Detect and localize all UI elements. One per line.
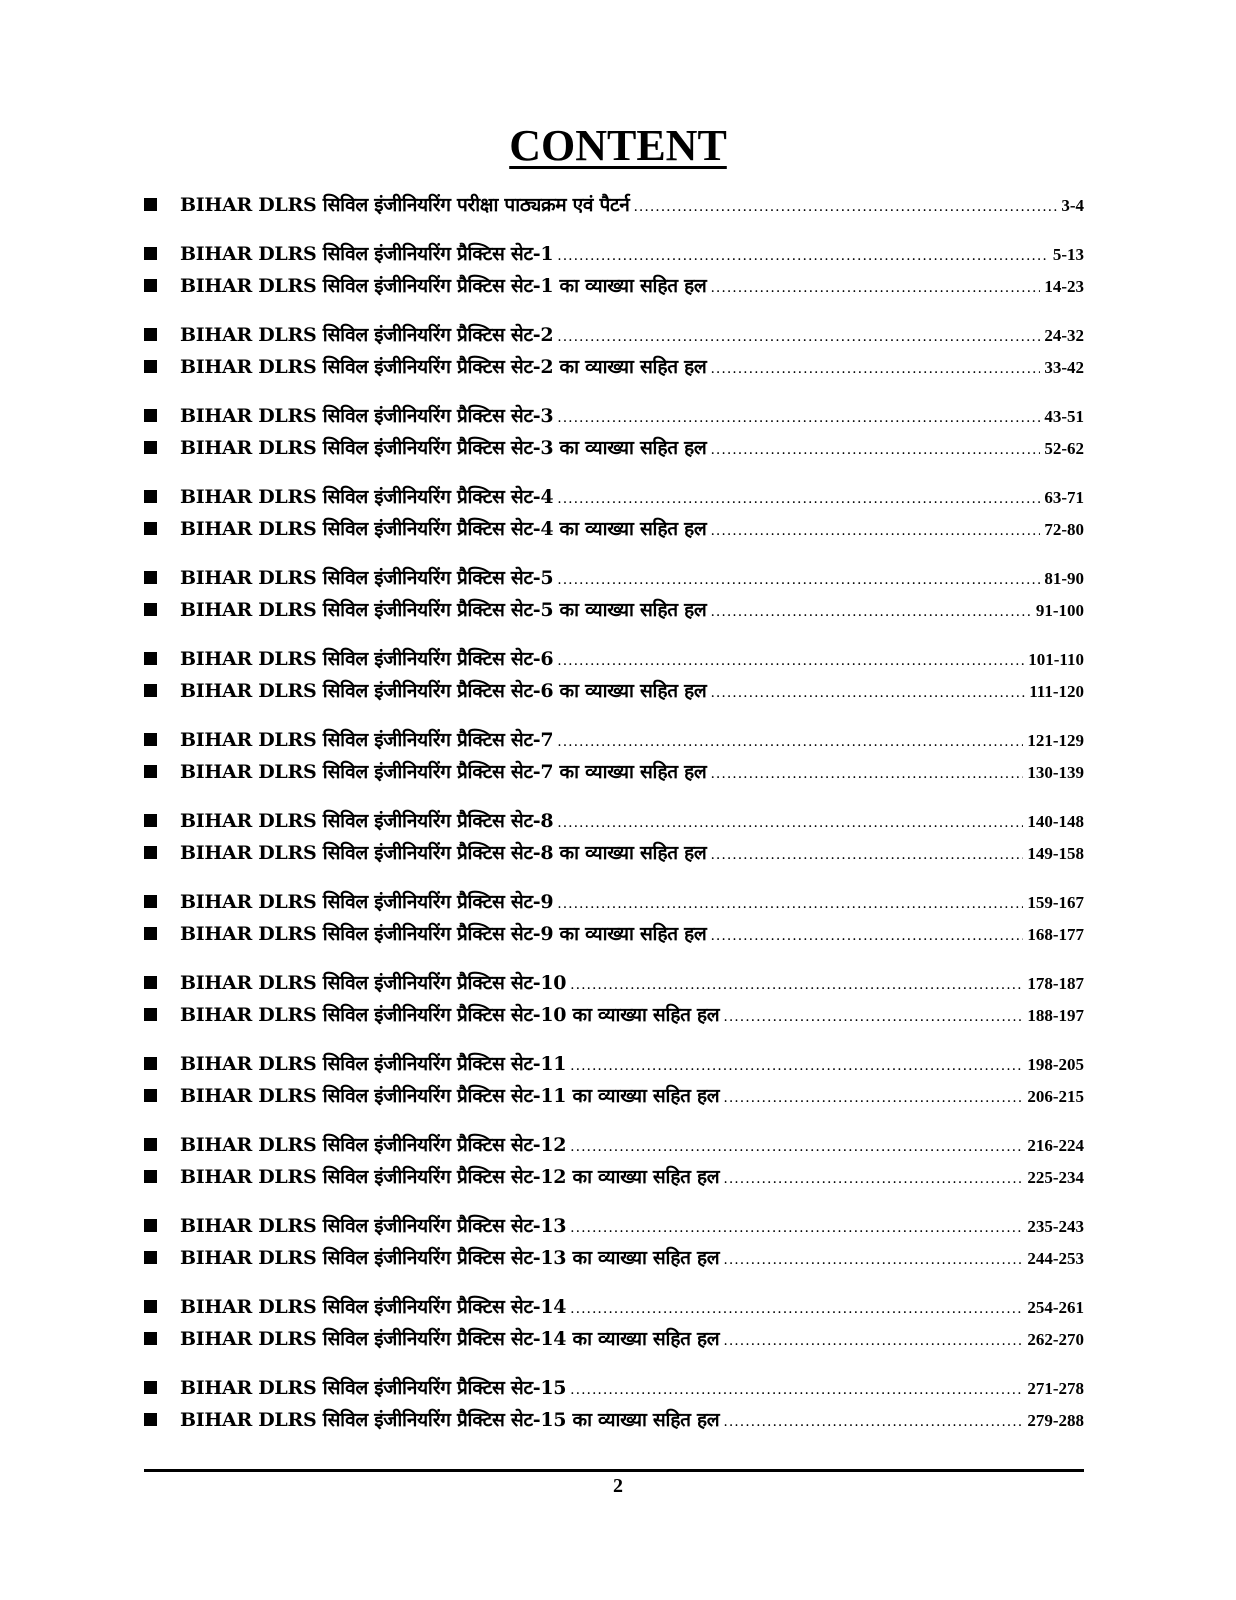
toc-entry-pages: 254-261 bbox=[1027, 1298, 1084, 1317]
toc-entry-label: BIHAR DLRS सिविल इंजीनियरिंग प्रैक्टिस सेट-12 का व्याख्या सहित हल bbox=[180, 1166, 720, 1188]
toc-entry bbox=[144, 512, 1084, 544]
toc-entry bbox=[144, 399, 1084, 431]
square-bullet-icon bbox=[144, 1290, 180, 1322]
toc-group bbox=[144, 804, 1084, 868]
toc-group bbox=[144, 723, 1084, 787]
dot-leader bbox=[570, 969, 1023, 1001]
dot-leader bbox=[557, 645, 1024, 677]
toc-group bbox=[144, 237, 1084, 301]
toc-entry-pages: 279-288 bbox=[1027, 1411, 1084, 1430]
toc-entry-label: BIHAR DLRS सिविल इंजीनियरिंग प्रैक्टिस सेट-1 का व्याख्या सहित हल bbox=[180, 275, 707, 297]
dot-leader bbox=[710, 596, 1031, 628]
toc-entry-pages: 149-158 bbox=[1027, 844, 1084, 863]
square-bullet-icon bbox=[144, 399, 180, 431]
square-bullet-icon bbox=[144, 480, 180, 512]
square-bullet-icon bbox=[144, 1371, 180, 1403]
toc-entry bbox=[144, 350, 1084, 382]
toc-group bbox=[144, 318, 1084, 382]
toc-entry-pages: 24-32 bbox=[1044, 326, 1084, 345]
square-bullet-icon bbox=[144, 966, 180, 998]
toc-entry bbox=[144, 723, 1084, 755]
table-of-contents bbox=[144, 188, 1084, 1452]
toc-entry-pages: 206-215 bbox=[1027, 1087, 1084, 1106]
square-bullet-icon bbox=[144, 1160, 180, 1192]
toc-entry-label: BIHAR DLRS सिविल इंजीनियरिंग प्रैक्टिस सेट-2 bbox=[180, 324, 554, 346]
square-bullet-icon bbox=[144, 1047, 180, 1079]
toc-entry-label: BIHAR DLRS सिविल इंजीनियरिंग प्रैक्टिस सेट-7 का व्याख्या सहित हल bbox=[180, 761, 707, 783]
square-bullet-icon bbox=[144, 512, 180, 544]
toc-entry-pages: 188-197 bbox=[1027, 1006, 1084, 1025]
square-bullet-icon bbox=[144, 885, 180, 917]
toc-entry-pages: 101-110 bbox=[1028, 650, 1084, 669]
dot-leader bbox=[723, 1001, 1023, 1033]
toc-entry-label: BIHAR DLRS सिविल इंजीनियरिंग प्रैक्टिस सेट-5 bbox=[180, 567, 554, 589]
square-bullet-icon bbox=[144, 318, 180, 350]
dot-leader bbox=[557, 240, 1049, 272]
toc-entry bbox=[144, 1403, 1084, 1435]
dot-leader bbox=[710, 353, 1040, 385]
toc-group bbox=[144, 885, 1084, 949]
dot-leader bbox=[557, 726, 1023, 758]
toc-group bbox=[144, 480, 1084, 544]
dot-leader bbox=[723, 1163, 1023, 1195]
toc-entry bbox=[144, 1241, 1084, 1273]
page-title: CONTENT bbox=[509, 121, 727, 170]
toc-group bbox=[144, 1128, 1084, 1192]
toc-entry-pages: 72-80 bbox=[1044, 520, 1084, 539]
dot-leader bbox=[557, 402, 1040, 434]
toc-entry-pages: 216-224 bbox=[1027, 1136, 1084, 1155]
toc-entry-pages: 3-4 bbox=[1061, 196, 1084, 215]
square-bullet-icon bbox=[144, 593, 180, 625]
square-bullet-icon bbox=[144, 1241, 180, 1273]
toc-entry bbox=[144, 269, 1084, 301]
page-number: 2 bbox=[613, 1475, 623, 1497]
toc-group bbox=[144, 1290, 1084, 1354]
toc-entry bbox=[144, 1209, 1084, 1241]
square-bullet-icon bbox=[144, 350, 180, 382]
toc-entry bbox=[144, 1322, 1084, 1354]
toc-entry bbox=[144, 998, 1084, 1030]
toc-group bbox=[144, 966, 1084, 1030]
toc-entry-label: BIHAR DLRS सिविल इंजीनियरिंग प्रैक्टिस सेट-10 bbox=[180, 972, 567, 994]
toc-entry bbox=[144, 1290, 1084, 1322]
toc-entry-label: BIHAR DLRS सिविल इंजीनियरिंग प्रैक्टिस सेट-10 का व्याख्या सहित हल bbox=[180, 1004, 720, 1026]
toc-entry bbox=[144, 1047, 1084, 1079]
square-bullet-icon bbox=[144, 431, 180, 463]
toc-entry bbox=[144, 1160, 1084, 1192]
dot-leader bbox=[710, 677, 1025, 709]
toc-group bbox=[144, 399, 1084, 463]
toc-entry-pages: 271-278 bbox=[1027, 1379, 1084, 1398]
square-bullet-icon bbox=[144, 1322, 180, 1354]
toc-entry-pages: 159-167 bbox=[1027, 893, 1084, 912]
dot-leader bbox=[557, 807, 1023, 839]
dot-leader bbox=[710, 434, 1040, 466]
toc-entry bbox=[144, 804, 1084, 836]
toc-group bbox=[144, 188, 1084, 220]
toc-entry-pages: 52-62 bbox=[1044, 439, 1084, 458]
toc-entry-label: BIHAR DLRS सिविल इंजीनियरिंग प्रैक्टिस सेट-8 का व्याख्या सहित हल bbox=[180, 842, 707, 864]
dot-leader bbox=[557, 564, 1040, 596]
square-bullet-icon bbox=[144, 917, 180, 949]
dot-leader bbox=[710, 515, 1040, 547]
toc-entry bbox=[144, 431, 1084, 463]
toc-entry-label: BIHAR DLRS सिविल इंजीनियरिंग प्रैक्टिस सेट-11 का व्याख्या सहित हल bbox=[180, 1085, 720, 1107]
toc-entry-label: BIHAR DLRS सिविल इंजीनियरिंग प्रैक्टिस सेट-14 का व्याख्या सहित हल bbox=[180, 1328, 720, 1350]
toc-entry bbox=[144, 561, 1084, 593]
dot-leader bbox=[557, 321, 1040, 353]
toc-entry-label: BIHAR DLRS सिविल इंजीनियरिंग प्रैक्टिस सेट-3 का व्याख्या सहित हल bbox=[180, 437, 707, 459]
toc-group bbox=[144, 1047, 1084, 1111]
toc-entry-pages: 130-139 bbox=[1027, 763, 1084, 782]
square-bullet-icon bbox=[144, 237, 180, 269]
toc-entry-label: BIHAR DLRS सिविल इंजीनियरिंग प्रैक्टिस सेट-8 bbox=[180, 810, 554, 832]
toc-entry-label: BIHAR DLRS सिविल इंजीनियरिंग प्रैक्टिस सेट-4 का व्याख्या सहित हल bbox=[180, 518, 707, 540]
toc-entry bbox=[144, 917, 1084, 949]
square-bullet-icon bbox=[144, 1079, 180, 1111]
toc-entry-label: BIHAR DLRS सिविल इंजीनियरिंग प्रैक्टिस सेट-13 bbox=[180, 1215, 567, 1237]
dot-leader bbox=[723, 1325, 1023, 1357]
toc-entry-label: BIHAR DLRS सिविल इंजीनियरिंग प्रैक्टिस सेट-1 bbox=[180, 243, 554, 265]
toc-entry bbox=[144, 237, 1084, 269]
toc-entry bbox=[144, 642, 1084, 674]
toc-entry-pages: 63-71 bbox=[1044, 488, 1084, 507]
toc-entry-pages: 244-253 bbox=[1027, 1249, 1084, 1268]
dot-leader bbox=[557, 483, 1040, 515]
dot-leader bbox=[710, 839, 1023, 871]
dot-leader bbox=[710, 272, 1040, 304]
dot-leader bbox=[723, 1082, 1023, 1114]
dot-leader bbox=[570, 1050, 1023, 1082]
toc-entry-pages: 198-205 bbox=[1027, 1055, 1084, 1074]
toc-entry bbox=[144, 966, 1084, 998]
toc-entry-label: BIHAR DLRS सिविल इंजीनियरिंग प्रैक्टिस सेट-15 का व्याख्या सहित हल bbox=[180, 1409, 720, 1431]
toc-entry-pages: 225-234 bbox=[1027, 1168, 1084, 1187]
toc-group bbox=[144, 1371, 1084, 1435]
toc-group bbox=[144, 561, 1084, 625]
toc-entry bbox=[144, 1128, 1084, 1160]
toc-entry-label: BIHAR DLRS सिविल इंजीनियरिंग प्रैक्टिस सेट-9 bbox=[180, 891, 554, 913]
toc-entry bbox=[144, 1371, 1084, 1403]
toc-entry-pages: 178-187 bbox=[1027, 974, 1084, 993]
toc-entry-label: BIHAR DLRS सिविल इंजीनियरिंग प्रैक्टिस सेट-12 bbox=[180, 1134, 567, 1156]
toc-group bbox=[144, 642, 1084, 706]
square-bullet-icon bbox=[144, 1128, 180, 1160]
square-bullet-icon bbox=[144, 723, 180, 755]
toc-entry-label: BIHAR DLRS सिविल इंजीनियरिंग प्रैक्टिस सेट-9 का व्याख्या सहित हल bbox=[180, 923, 707, 945]
toc-entry bbox=[144, 885, 1084, 917]
toc-entry-label: BIHAR DLRS सिविल इंजीनियरिंग परीक्षा पाठ्यक्रम एवं पैटर्न bbox=[180, 194, 630, 216]
toc-entry-pages: 168-177 bbox=[1027, 925, 1084, 944]
toc-entry-pages: 43-51 bbox=[1044, 407, 1084, 426]
toc-entry-label: BIHAR DLRS सिविल इंजीनियरिंग प्रैक्टिस सेट-14 bbox=[180, 1296, 567, 1318]
toc-entry-pages: 262-270 bbox=[1027, 1330, 1084, 1349]
toc-entry bbox=[144, 755, 1084, 787]
square-bullet-icon bbox=[144, 755, 180, 787]
toc-entry bbox=[144, 480, 1084, 512]
dot-leader bbox=[570, 1293, 1023, 1325]
footer-divider bbox=[144, 1469, 1084, 1472]
toc-entry-pages: 14-23 bbox=[1044, 277, 1084, 296]
toc-entry-label: BIHAR DLRS सिविल इंजीनियरिंग प्रैक्टिस सेट-11 bbox=[180, 1053, 567, 1075]
toc-entry-pages: 121-129 bbox=[1027, 731, 1084, 750]
square-bullet-icon bbox=[144, 1209, 180, 1241]
toc-entry bbox=[144, 1079, 1084, 1111]
toc-entry-label: BIHAR DLRS सिविल इंजीनियरिंग प्रैक्टिस सेट-15 bbox=[180, 1377, 567, 1399]
dot-leader bbox=[570, 1374, 1023, 1406]
toc-entry bbox=[144, 593, 1084, 625]
square-bullet-icon bbox=[144, 804, 180, 836]
toc-entry-label: BIHAR DLRS सिविल इंजीनियरिंग प्रैक्टिस सेट-7 bbox=[180, 729, 554, 751]
dot-leader bbox=[723, 1244, 1023, 1276]
dot-leader bbox=[710, 758, 1023, 790]
toc-entry-label: BIHAR DLRS सिविल इंजीनियरिंग प्रैक्टिस सेट-6 का व्याख्या सहित हल bbox=[180, 680, 707, 702]
toc-entry-pages: 33-42 bbox=[1044, 358, 1084, 377]
square-bullet-icon bbox=[144, 1403, 180, 1435]
dot-leader bbox=[570, 1131, 1023, 1163]
square-bullet-icon bbox=[144, 561, 180, 593]
square-bullet-icon bbox=[144, 642, 180, 674]
toc-entry-pages: 140-148 bbox=[1027, 812, 1084, 831]
toc-entry bbox=[144, 188, 1084, 220]
toc-entry-pages: 235-243 bbox=[1027, 1217, 1084, 1236]
square-bullet-icon bbox=[144, 188, 180, 220]
toc-entry-pages: 111-120 bbox=[1029, 682, 1084, 701]
square-bullet-icon bbox=[144, 836, 180, 868]
toc-entry-label: BIHAR DLRS सिविल इंजीनियरिंग प्रैक्टिस सेट-3 bbox=[180, 405, 554, 427]
dot-leader bbox=[723, 1406, 1023, 1438]
toc-group bbox=[144, 1209, 1084, 1273]
toc-entry bbox=[144, 674, 1084, 706]
square-bullet-icon bbox=[144, 269, 180, 301]
toc-entry bbox=[144, 318, 1084, 350]
toc-entry-label: BIHAR DLRS सिविल इंजीनियरिंग प्रैक्टिस सेट-6 bbox=[180, 648, 554, 670]
toc-entry-pages: 91-100 bbox=[1035, 601, 1084, 620]
toc-entry-label: BIHAR DLRS सिविल इंजीनियरिंग प्रैक्टिस सेट-4 bbox=[180, 486, 554, 508]
toc-entry bbox=[144, 836, 1084, 868]
dot-leader bbox=[557, 888, 1023, 920]
toc-entry-label: BIHAR DLRS सिविल इंजीनियरिंग प्रैक्टिस सेट-2 का व्याख्या सहित हल bbox=[180, 356, 707, 378]
square-bullet-icon bbox=[144, 998, 180, 1030]
toc-entry-label: BIHAR DLRS सिविल इंजीनियरिंग प्रैक्टिस सेट-5 का व्याख्या सहित हल bbox=[180, 599, 707, 621]
dot-leader bbox=[633, 191, 1057, 223]
dot-leader bbox=[710, 920, 1023, 952]
toc-entry-label: BIHAR DLRS सिविल इंजीनियरिंग प्रैक्टिस सेट-13 का व्याख्या सहित हल bbox=[180, 1247, 720, 1269]
dot-leader bbox=[570, 1212, 1023, 1244]
square-bullet-icon bbox=[144, 674, 180, 706]
toc-entry-pages: 5-13 bbox=[1052, 245, 1084, 264]
toc-entry-pages: 81-90 bbox=[1044, 569, 1084, 588]
